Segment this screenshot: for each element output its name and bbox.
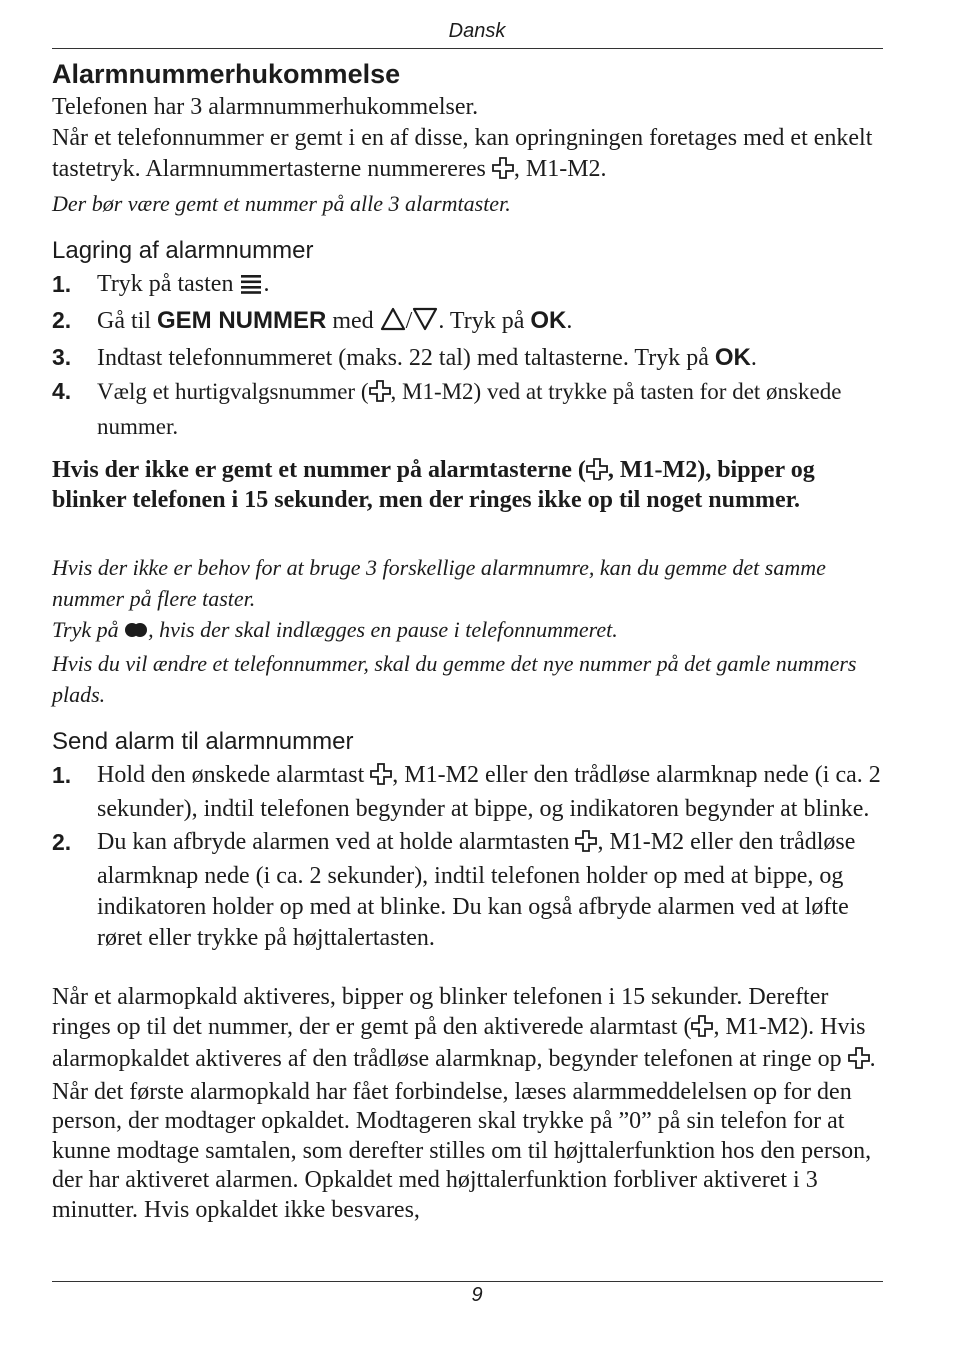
- section2-notes: [52, 552, 883, 710]
- step-number: 4.: [52, 378, 72, 404]
- ok-key-label: OK: [714, 344, 751, 371]
- alarm-activation-paragraph: Når et alarmopkald aktiveres, bipper og blinker telefonen i 15 sekunder. Derefter ringes op til det nummer, der er gemt på den aktiverede alarmtast ( , M1-M2). Hvis alarmopkaldet aktiveres af den trådløse alarmknap, begynder telefonen at ringe op .: [52, 983, 883, 1078]
- step-number: 3.: [52, 344, 72, 370]
- step-number: 1.: [52, 762, 72, 788]
- step-number: 2.: [52, 307, 72, 333]
- footer-rule: [52, 1281, 883, 1282]
- alarm-keys-paragraph: Når et telefonnummer er gemt i en af disse, kan opringningen foretages med et enkelt tastetryk. Alarmnummertasterne nummereres , M1-M2.: [52, 123, 883, 188]
- pause-dots-icon: [124, 617, 148, 648]
- step-number: 2.: [52, 829, 72, 855]
- change-number-note: Hvis du vil ændre et telefonnummer, skal du gemme det nye nummer på det gamle nummers plads.: [52, 651, 857, 707]
- no-number-warning: Hvis der ikke er gemt et nummer på alarmtasterne ( , M1-M2), bipper og blinker telefonen i 15 sekunder, men der ringes ikke op til noget nummer.: [52, 457, 815, 513]
- send-step-1: 1. Hold den ønskede alarmtast , M1-M2 eller den trådløse alarmknap nede (i ca. 2 sekunder), indtil telefonen begynder at bippe, og indikatoren begynder at blinke.: [52, 762, 881, 822]
- section1-body: [52, 92, 883, 219]
- alarm-message-paragraph: Når det første alarmopkald har fået forbindelse, læses alarmmeddelelsen op for den person, der modtager opkaldet. Modtageren skal trykke på ”0” på sin telefon for at kunne modtage samtalen, som derefter stilles om til højttalerfunktion hos den person, der har aktiveret alarmen. Opkaldet med højttalerfunktion forbliver aktiveret i 3 minutter. Hvis opkaldet ikke besvares,: [52, 1078, 872, 1223]
- menu-name-gem-nummer: GEM NUMMER: [157, 307, 327, 334]
- section-title-alarm-memory: Alarmnummerhukommelse: [52, 59, 401, 89]
- send-step-2: 2. Du kan afbryde alarmen ved at holde alarmtasten , M1-M2 eller den trådløse alarmknap nede (i ca. 2 sekunder), indtil telefonen holder op med at bippe, og indikatoren holder op med at blinke. Du kan også afbryde alarmen ved at løfte røret eller trykke på højttalertasten.: [52, 829, 856, 951]
- section-title-send-alarm: Send alarm til alarmnummer: [52, 728, 354, 755]
- send-alarm-steps-list: [52, 760, 883, 954]
- cross-outline-icon: [492, 157, 514, 188]
- cross-outline-icon: [848, 1047, 870, 1078]
- header-rule: [52, 48, 883, 49]
- triangle-down-icon: [412, 307, 438, 340]
- page-content: [52, 56, 883, 1225]
- store-step-2: 2. Gå til GEM NUMMER med / . Tryk på OK.: [52, 305, 883, 340]
- alarm-keys-note: Der bør være gemt et nummer på alle 3 alarmtaster.: [52, 191, 511, 216]
- cross-outline-icon: [370, 763, 392, 794]
- store-step-3: 3. Indtast telefonnummeret (maks. 22 tal) med taltasterne. Tryk på OK.: [52, 344, 757, 371]
- cross-outline-icon: [369, 380, 391, 411]
- menu-lines-icon: [239, 272, 263, 303]
- cross-outline-icon: [691, 1015, 713, 1046]
- triangle-up-icon: [380, 307, 406, 340]
- cross-outline-icon: [575, 830, 597, 861]
- intro-paragraph: Telefonen har 3 alarmnummerhukommelser.: [52, 94, 479, 120]
- store-step-1: 1. Tryk på tasten .: [52, 269, 883, 303]
- store-step-4: 4. Vælg et hurtigvalgsnummer ( , M1-M2) ved at trykke på tasten for det ønskede nummer.: [52, 378, 842, 439]
- section-title-store-number: Lagring af alarmnummer: [52, 237, 314, 264]
- header-language: Dansk: [448, 20, 506, 42]
- page-number: 9: [471, 1284, 483, 1306]
- ok-key-label: OK: [530, 307, 567, 334]
- pause-note: Tryk på , hvis der skal indlægges en pause i telefonnummeret.: [52, 614, 883, 648]
- section3-body: [52, 983, 883, 1225]
- cross-outline-icon: [586, 458, 608, 487]
- same-number-note: Hvis der ikke er behov for at bruge 3 forskellige alarmnumre, kan du gemme det samme nummer på flere taster.: [52, 555, 826, 611]
- step-number: 1.: [52, 271, 72, 297]
- store-steps-list: [52, 269, 883, 443]
